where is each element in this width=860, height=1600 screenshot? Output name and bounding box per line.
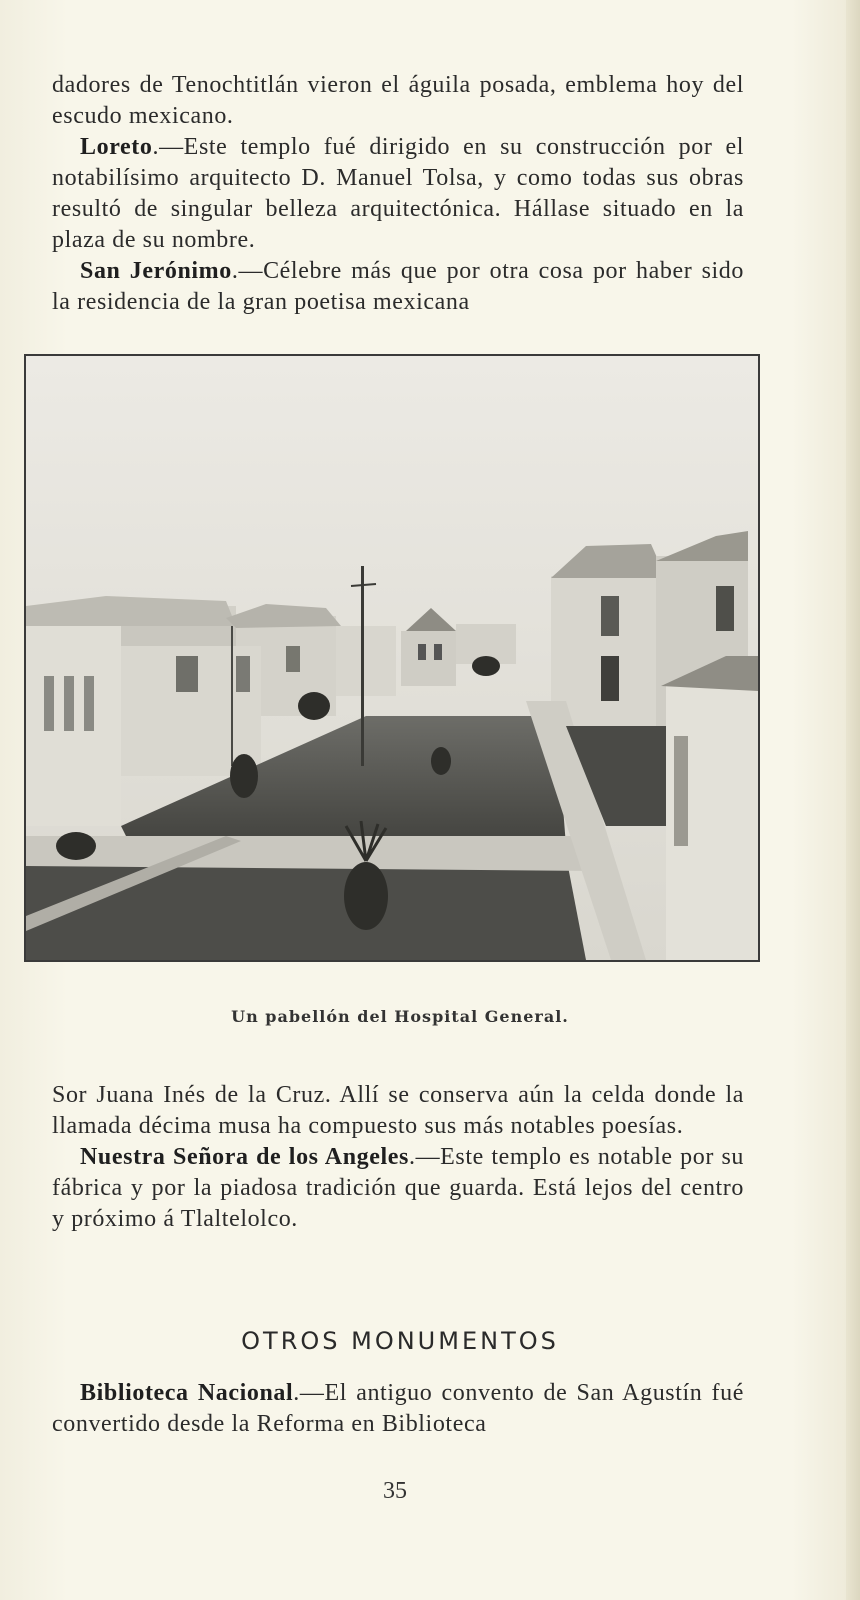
paragraph-biblioteca xyxy=(52,1378,744,1440)
bottom-text-block xyxy=(52,1378,744,1440)
page-edge-shadow xyxy=(846,0,860,1600)
paragraph-tenochtitlan: dadores de Tenochtitlán vieron el águila posada, emblema hoy del escudo mexicano. xyxy=(52,72,744,129)
loreto-text: .—Este templo fué dirigido en su construcción por el notabilísimo arquitecto D. Manuel Tolsa, y como todas sus obras resultó de singular belleza arquitectónica. Hállase situado en la plaza de su nombre. xyxy=(52,134,744,253)
top-text-block xyxy=(52,70,744,318)
hospital-photograph xyxy=(24,354,760,962)
middle-text-block xyxy=(52,1080,744,1235)
paragraph-san-jeronimo xyxy=(52,256,744,318)
angeles-title: Nuestra Señora de los Angeles xyxy=(80,1144,409,1170)
loreto-title: Loreto xyxy=(80,134,153,160)
biblioteca-title: Biblioteca Nacional xyxy=(80,1380,294,1406)
paragraph-angeles xyxy=(52,1142,744,1235)
san-jeronimo-title: San Jerónimo xyxy=(80,258,232,284)
paragraph-loreto xyxy=(52,132,744,256)
paragraph-sor-juana: Sor Juana Inés de la Cruz. Allí se conserva aún la celda donde la llamada décima musa ha compuesto sus más notables poesías. xyxy=(52,1082,744,1139)
section-heading: OTROS MONUMENTOS xyxy=(241,1327,559,1355)
san-jeronimo-text: .—Célebre más que por otra cosa por haber sido la residencia de la gran poetisa mexicana xyxy=(52,258,744,315)
hospital-courtyard-illustration xyxy=(26,356,758,960)
photo-caption: Un pabellón del Hospital General. xyxy=(231,1007,569,1026)
page-number: 35 xyxy=(383,1478,407,1504)
angeles-text: .—Este templo es notable por su fábrica y por la piadosa tradición que guarda. Está lejos del centro y próximo á Tlaltelolco. xyxy=(52,1144,744,1232)
biblioteca-text: .—El antiguo convento de San Agustín fué convertido desde la Reforma en Biblioteca xyxy=(52,1380,744,1437)
